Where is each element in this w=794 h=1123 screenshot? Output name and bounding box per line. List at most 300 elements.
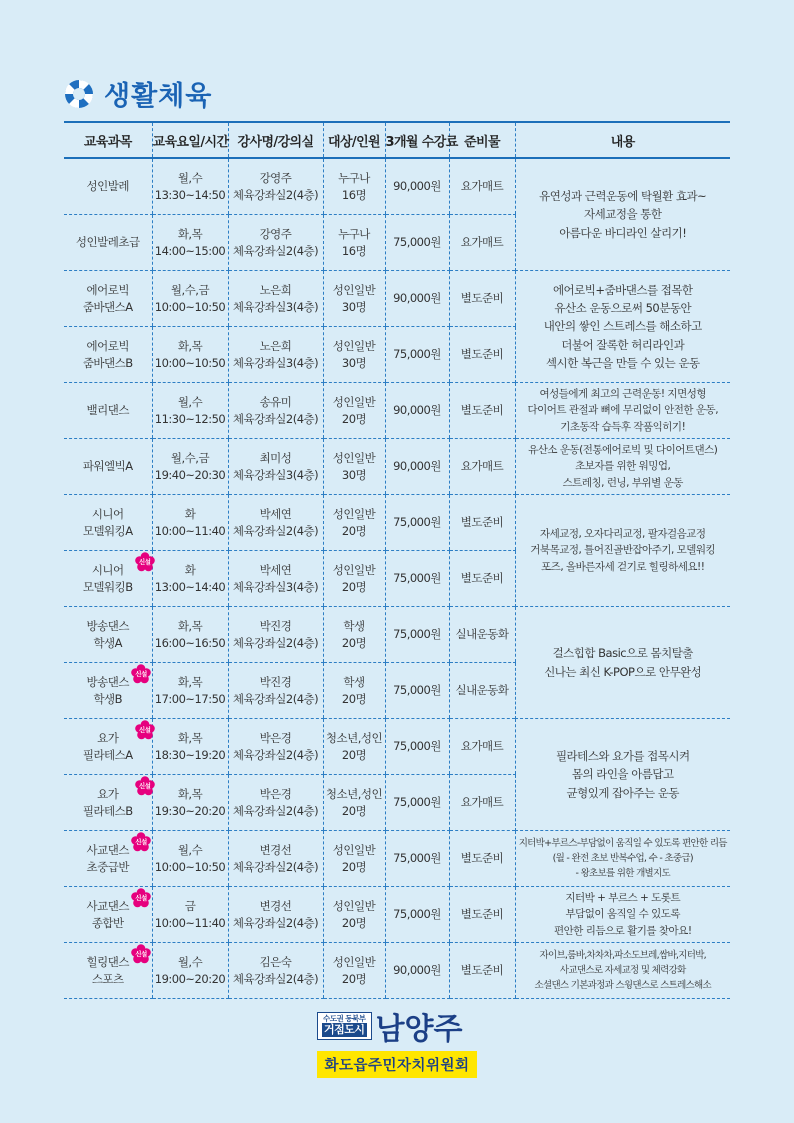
new-course-badge bbox=[135, 552, 155, 572]
target-cell-line: 누구나 bbox=[338, 170, 370, 185]
target-cell-line: 30명 bbox=[341, 299, 367, 314]
teacher-cell bbox=[228, 271, 323, 327]
course-name-line: 학생B bbox=[93, 691, 123, 706]
teacher-cell bbox=[228, 719, 323, 775]
time-cell-line: 17:00~17:50 bbox=[154, 691, 226, 706]
time-cell bbox=[152, 495, 228, 551]
fee-cell: 90,000원 bbox=[385, 383, 449, 439]
content-line: 유산소 운동으로써 50분동안 bbox=[554, 300, 692, 315]
course-name-line: 성인발레 bbox=[86, 179, 129, 194]
prep-cell: 요가매트 bbox=[449, 775, 515, 831]
target-cell bbox=[323, 439, 385, 495]
course-name-line: 시니어 bbox=[91, 562, 124, 577]
content-cell bbox=[515, 383, 730, 439]
content-line: 걸스힙합 Basic으로 몸치탈출 bbox=[552, 646, 693, 661]
content-line: 스트레칭, 런닝, 부위별 운동 bbox=[562, 476, 683, 489]
fee-cell: 90,000원 bbox=[385, 271, 449, 327]
time-cell-line: 화,목 bbox=[177, 730, 203, 745]
new-course-badge-label: 신설 bbox=[135, 669, 147, 678]
course-cell bbox=[64, 719, 152, 775]
section-header bbox=[62, 74, 212, 113]
teacher-cell-line: 체육강좌실3(4층) bbox=[232, 355, 319, 370]
teacher-cell bbox=[228, 327, 323, 383]
content-line: 균형있게 잡아주는 운동 bbox=[566, 785, 679, 800]
course-name bbox=[76, 234, 140, 251]
course-name-line: 시니어 bbox=[91, 506, 124, 521]
content-line: 필라테스와 요가를 접목시켜 bbox=[555, 748, 690, 763]
content-line: - 왕초보를 위한 개별지도 bbox=[575, 868, 670, 880]
course-name bbox=[87, 178, 129, 195]
teacher-cell-line: 체육강좌실3(4층) bbox=[232, 467, 319, 482]
table-body bbox=[64, 158, 730, 999]
course-name bbox=[86, 949, 147, 987]
teacher-cell bbox=[228, 831, 323, 887]
prep-cell: 별도준비 bbox=[449, 327, 515, 383]
content-line: 유연성과 근력운동에 탁월환 효과~ bbox=[539, 188, 707, 203]
new-course-badge-label: 신설 bbox=[138, 781, 151, 790]
time-cell-line: 화,목 bbox=[177, 618, 203, 633]
time-cell bbox=[152, 719, 228, 775]
teacher-cell-line: 체육강좌실2(4층) bbox=[232, 411, 319, 426]
course-name-line: 스포츠 bbox=[91, 971, 124, 986]
content-line: 자세교정, 오자다리교정, 팔자걸음교정 bbox=[539, 528, 706, 541]
course-name-line: 에어로빅 bbox=[86, 282, 129, 297]
course-cell bbox=[64, 551, 152, 607]
teacher-cell bbox=[228, 943, 323, 999]
footer-logo bbox=[317, 1004, 477, 1078]
course-name-line: 파워엘빅A bbox=[82, 459, 133, 474]
time-cell-line: 화,목 bbox=[177, 674, 203, 689]
teacher-cell bbox=[228, 439, 323, 495]
fee-cell: 75,000원 bbox=[385, 495, 449, 551]
time-cell-line: 18:30~19:20 bbox=[154, 747, 226, 762]
time-cell-line: 16:00~16:50 bbox=[154, 635, 226, 650]
course-name-line: 밸리댄스 bbox=[86, 403, 129, 418]
teacher-cell bbox=[228, 551, 323, 607]
target-cell-line: 20명 bbox=[341, 859, 367, 874]
course-cell bbox=[64, 158, 152, 215]
content-line: 기초동작 습득후 작품익히기! bbox=[560, 420, 686, 433]
swim-ring-icon bbox=[62, 77, 96, 111]
time-cell-line: 화 bbox=[184, 506, 196, 521]
target-cell bbox=[323, 215, 385, 271]
content-cell bbox=[515, 158, 730, 271]
content-line: 자세교정을 통한 bbox=[584, 207, 662, 222]
schedule-table bbox=[64, 121, 730, 999]
prep-cell: 요가매트 bbox=[449, 719, 515, 775]
target-cell-line: 학생 bbox=[343, 674, 365, 689]
course-name-line: 요가 bbox=[97, 786, 119, 801]
teacher-cell bbox=[228, 607, 323, 663]
table-row bbox=[64, 607, 730, 663]
table-row bbox=[64, 439, 730, 495]
time-cell bbox=[152, 383, 228, 439]
target-cell-line: 청소년,성인 bbox=[325, 730, 383, 745]
target-cell-line: 학생 bbox=[343, 618, 365, 633]
teacher-cell bbox=[228, 383, 323, 439]
col-header-time: 교육요일/시간 bbox=[152, 122, 228, 158]
target-cell-line: 16명 bbox=[341, 187, 367, 202]
course-cell bbox=[64, 887, 152, 943]
new-course-badge bbox=[131, 832, 151, 852]
course-name bbox=[86, 893, 147, 931]
time-cell-line: 화 bbox=[184, 562, 196, 577]
time-cell bbox=[152, 663, 228, 719]
course-name-line: 학생A bbox=[93, 635, 123, 650]
time-cell-line: 10:00~10:50 bbox=[154, 355, 226, 370]
content-line: 자이브,룸바,차차차,파소도브레,쌈바,지터박, bbox=[539, 949, 706, 961]
content-line: 신나는 최신 K-POP으로 안무완성 bbox=[544, 664, 702, 679]
teacher-cell bbox=[228, 495, 323, 551]
prep-cell: 별도준비 bbox=[449, 383, 515, 439]
teacher-cell-line: 박진경 bbox=[259, 618, 292, 633]
col-header-teacher: 강사명/강의실 bbox=[228, 122, 323, 158]
fee-cell: 75,000원 bbox=[385, 327, 449, 383]
target-cell-line: 20명 bbox=[341, 803, 367, 818]
prep-cell: 별도준비 bbox=[449, 831, 515, 887]
prep-cell: 실내운동화 bbox=[449, 663, 515, 719]
time-cell-line: 19:30~20:20 bbox=[154, 803, 226, 818]
course-name-line: 줌바댄스A bbox=[82, 299, 133, 314]
teacher-cell-line: 체육강좌실2(4층) bbox=[232, 523, 319, 538]
prep-cell: 별도준비 bbox=[449, 943, 515, 999]
target-cell-line: 누구나 bbox=[338, 226, 370, 241]
course-name bbox=[86, 669, 147, 707]
teacher-cell-line: 체육강좌실3(4층) bbox=[232, 579, 319, 594]
teacher-cell-line: 변경선 bbox=[259, 842, 292, 857]
course-name bbox=[83, 458, 133, 475]
course-name-line: 모델워킹A bbox=[82, 523, 133, 538]
time-cell bbox=[152, 158, 228, 215]
teacher-cell bbox=[228, 158, 323, 215]
content-line: 여성들에게 최고의 근력운동! 지면성형 bbox=[539, 388, 706, 401]
teacher-cell-line: 체육강좌실3(4층) bbox=[232, 299, 319, 314]
teacher-cell-line: 체육강좌실2(4층) bbox=[232, 859, 319, 874]
target-cell-line: 성인일반 bbox=[332, 394, 376, 409]
table-row bbox=[64, 271, 730, 327]
content-line: 지터박 + 부르스 + 도롯트 bbox=[565, 892, 681, 905]
target-cell-line: 성인일반 bbox=[332, 842, 376, 857]
table-row bbox=[64, 887, 730, 943]
logo-tagline: 수도권 동북부 bbox=[322, 1013, 366, 1023]
time-cell-line: 14:00~15:00 bbox=[154, 243, 226, 258]
content-line: 거북목교정, 틀어진골반잡아주기, 모델워킹 bbox=[530, 544, 716, 557]
content-line: 더불어 잘록한 허리라인과 bbox=[561, 337, 685, 352]
course-cell bbox=[64, 215, 152, 271]
teacher-cell-line: 체육강좌실2(4층) bbox=[232, 803, 319, 818]
course-cell bbox=[64, 943, 152, 999]
teacher-cell-line: 송유미 bbox=[259, 394, 292, 409]
target-cell-line: 20명 bbox=[341, 411, 367, 426]
course-name-line: 성인발레초급 bbox=[75, 235, 140, 250]
time-cell-line: 월,수 bbox=[177, 394, 203, 409]
content-line: (월 - 완전 초보 반복수업, 수 - 초중급) bbox=[552, 852, 693, 864]
course-cell bbox=[64, 831, 152, 887]
course-cell bbox=[64, 383, 152, 439]
content-line: 편안한 리듬으로 활기를 찾아요! bbox=[553, 924, 692, 937]
teacher-cell-line: 체육강좌실2(4층) bbox=[232, 915, 319, 930]
city-emblem bbox=[317, 1012, 372, 1041]
teacher-cell bbox=[228, 215, 323, 271]
target-cell bbox=[323, 495, 385, 551]
target-cell-line: 청소년,성인 bbox=[325, 786, 383, 801]
target-cell bbox=[323, 775, 385, 831]
time-cell bbox=[152, 887, 228, 943]
prep-cell: 별도준비 bbox=[449, 271, 515, 327]
course-name-line: 방송댄스 bbox=[86, 674, 129, 689]
new-course-badge-label: 신설 bbox=[138, 557, 151, 566]
time-cell bbox=[152, 831, 228, 887]
col-header-fee: 3개월 수강료 bbox=[385, 122, 449, 158]
teacher-cell bbox=[228, 663, 323, 719]
time-cell-line: 19:00~20:20 bbox=[154, 971, 226, 986]
target-cell-line: 성인일반 bbox=[332, 562, 376, 577]
content-line: 부담없이 움직일 수 있도록 bbox=[565, 908, 681, 921]
fee-cell: 75,000원 bbox=[385, 663, 449, 719]
teacher-cell-line: 강영주 bbox=[259, 170, 292, 185]
prep-cell: 별도준비 bbox=[449, 551, 515, 607]
time-cell bbox=[152, 327, 228, 383]
fee-cell: 75,000원 bbox=[385, 607, 449, 663]
teacher-cell-line: 박은경 bbox=[259, 730, 292, 745]
teacher-cell-line: 체육강좌실2(4층) bbox=[232, 187, 319, 202]
new-course-badge-label: 신설 bbox=[135, 893, 147, 902]
new-course-badge bbox=[131, 888, 151, 908]
target-cell bbox=[323, 383, 385, 439]
time-cell-line: 11:30~12:50 bbox=[154, 411, 226, 426]
course-cell bbox=[64, 439, 152, 495]
content-cell bbox=[515, 607, 730, 719]
time-cell bbox=[152, 439, 228, 495]
time-cell-line: 금 bbox=[184, 898, 196, 913]
course-name bbox=[83, 506, 133, 539]
table-row bbox=[64, 158, 730, 215]
time-cell bbox=[152, 775, 228, 831]
new-course-badge bbox=[131, 944, 151, 964]
course-cell bbox=[64, 775, 152, 831]
target-cell bbox=[323, 663, 385, 719]
logo-hub-label: 거점도시 bbox=[324, 1022, 365, 1036]
target-cell-line: 20명 bbox=[341, 915, 367, 930]
course-name-line: 요가 bbox=[97, 730, 119, 745]
teacher-cell-line: 강영주 bbox=[259, 226, 292, 241]
course-cell bbox=[64, 663, 152, 719]
table-header-row bbox=[64, 122, 730, 158]
time-cell-line: 10:00~10:50 bbox=[154, 859, 226, 874]
course-name bbox=[83, 338, 133, 371]
time-cell-line: 화,목 bbox=[177, 226, 203, 241]
teacher-cell-line: 노은희 bbox=[259, 282, 292, 297]
target-cell bbox=[323, 719, 385, 775]
new-course-badge bbox=[135, 720, 155, 740]
fee-cell: 75,000원 bbox=[385, 719, 449, 775]
teacher-cell-line: 체육강좌실2(4층) bbox=[232, 691, 319, 706]
content-cell bbox=[515, 831, 730, 887]
course-name-line: 사교댄스 bbox=[86, 842, 129, 857]
prep-cell: 요가매트 bbox=[449, 158, 515, 215]
fee-cell: 75,000원 bbox=[385, 775, 449, 831]
content-line: 유산소 운동(전통에어로빅 및 다이어트댄스) bbox=[528, 444, 718, 457]
prep-cell: 요가매트 bbox=[449, 439, 515, 495]
content-cell bbox=[515, 887, 730, 943]
course-name-line: 필라테스B bbox=[82, 803, 133, 818]
teacher-cell-line: 체육강좌실2(4층) bbox=[232, 747, 319, 762]
target-cell-line: 성인일반 bbox=[332, 506, 376, 521]
target-cell bbox=[323, 943, 385, 999]
content-line: 에어로빅+줌바댄스를 접목한 bbox=[552, 282, 693, 297]
target-cell bbox=[323, 158, 385, 215]
course-cell bbox=[64, 495, 152, 551]
time-cell-line: 화,목 bbox=[177, 786, 203, 801]
teacher-cell-line: 박세연 bbox=[259, 562, 292, 577]
time-cell bbox=[152, 271, 228, 327]
teacher-cell-line: 체육강좌실2(4층) bbox=[232, 635, 319, 650]
content-line: 다이어트 관절과 뼈에 무리없이 안전한 운동, bbox=[527, 404, 719, 417]
teacher-cell-line: 변경선 bbox=[259, 898, 292, 913]
teacher-cell-line: 박세연 bbox=[259, 506, 292, 521]
time-cell-line: 월,수 bbox=[177, 954, 203, 969]
course-name bbox=[82, 725, 151, 763]
teacher-cell bbox=[228, 887, 323, 943]
time-cell bbox=[152, 607, 228, 663]
content-cell bbox=[515, 439, 730, 495]
target-cell bbox=[323, 271, 385, 327]
time-cell bbox=[152, 943, 228, 999]
target-cell-line: 30명 bbox=[341, 467, 367, 482]
teacher-cell-line: 체육강좌실2(4층) bbox=[232, 243, 319, 258]
content-line: 지터박+부르스-부담없이 움직일 수 있도록 편안한 리듬 bbox=[518, 837, 727, 849]
course-name-line: 필라테스A bbox=[82, 747, 133, 762]
content-cell bbox=[515, 495, 730, 607]
course-cell bbox=[64, 607, 152, 663]
prep-cell: 실내운동화 bbox=[449, 607, 515, 663]
target-cell bbox=[323, 551, 385, 607]
content-cell bbox=[515, 943, 730, 999]
time-cell-line: 10:00~10:50 bbox=[154, 299, 226, 314]
course-cell bbox=[64, 327, 152, 383]
time-cell-line: 10:00~11:40 bbox=[154, 915, 226, 930]
city-name: 남양주 bbox=[375, 1012, 463, 1047]
target-cell-line: 성인일반 bbox=[332, 282, 376, 297]
target-cell-line: 20명 bbox=[341, 523, 367, 538]
prep-cell: 요가매트 bbox=[449, 215, 515, 271]
content-line: 초보자를 위한 워밍업, bbox=[575, 460, 671, 473]
time-cell-line: 13:30~14:50 bbox=[154, 187, 226, 202]
content-line: 몸의 라인을 아름답고 bbox=[571, 767, 674, 782]
course-name-line: 힐링댄스 bbox=[86, 954, 129, 969]
fee-cell: 75,000원 bbox=[385, 215, 449, 271]
target-cell-line: 20명 bbox=[341, 579, 367, 594]
fee-cell: 75,000원 bbox=[385, 551, 449, 607]
target-cell-line: 성인일반 bbox=[332, 954, 376, 969]
target-cell-line: 성인일반 bbox=[332, 338, 376, 353]
teacher-cell-line: 박은경 bbox=[259, 786, 292, 801]
table-row bbox=[64, 383, 730, 439]
target-cell-line: 16명 bbox=[341, 243, 367, 258]
course-name bbox=[83, 282, 133, 315]
time-cell-line: 화,목 bbox=[177, 338, 203, 353]
content-line: 소셜댄스 기본과정과 스윙댄스로 스트레스해소 bbox=[534, 980, 711, 992]
time-cell-line: 10:00~11:40 bbox=[154, 523, 226, 538]
course-name bbox=[86, 837, 147, 875]
teacher-cell-line: 박진경 bbox=[259, 674, 292, 689]
course-cell bbox=[64, 271, 152, 327]
fee-cell: 90,000원 bbox=[385, 943, 449, 999]
time-cell bbox=[152, 551, 228, 607]
course-name bbox=[87, 618, 129, 651]
course-name-line: 종합반 bbox=[91, 915, 124, 930]
new-course-badge bbox=[135, 776, 155, 796]
content-line: 아름다운 바디라인 살리기! bbox=[559, 225, 687, 240]
content-cell bbox=[515, 271, 730, 383]
course-name-line: 사교댄스 bbox=[86, 898, 129, 913]
new-course-badge-label: 신설 bbox=[138, 725, 151, 734]
col-header-course: 교육과목 bbox=[64, 122, 152, 158]
content-line: 내안의 쌓인 스트레스를 해소하고 bbox=[543, 319, 702, 334]
new-course-badge bbox=[131, 664, 151, 684]
course-name bbox=[82, 781, 151, 819]
course-name bbox=[87, 402, 129, 419]
time-cell-line: 월,수,금 bbox=[170, 282, 210, 297]
col-header-target: 대상/인원 bbox=[323, 122, 385, 158]
target-cell-line: 20명 bbox=[341, 691, 367, 706]
new-course-badge-label: 신설 bbox=[135, 837, 147, 846]
fee-cell: 90,000원 bbox=[385, 439, 449, 495]
content-line: 포즈, 올바른자세 걷기로 힐링하세요!! bbox=[541, 560, 705, 573]
course-name-line: 초중급반 bbox=[86, 859, 129, 874]
target-cell-line: 20명 bbox=[341, 747, 367, 762]
time-cell-line: 19:40~20:30 bbox=[154, 467, 226, 482]
content-cell bbox=[515, 719, 730, 831]
table-row bbox=[64, 719, 730, 775]
teacher-cell-line: 김은숙 bbox=[259, 954, 292, 969]
new-course-badge-label: 신설 bbox=[135, 949, 147, 958]
target-cell-line: 성인일반 bbox=[332, 898, 376, 913]
teacher-cell-line: 노은희 bbox=[259, 338, 292, 353]
course-name-line: 에어로빅 bbox=[86, 338, 129, 353]
course-name bbox=[82, 557, 151, 595]
teacher-cell-line: 체육강좌실2(4층) bbox=[232, 971, 319, 986]
teacher-cell bbox=[228, 775, 323, 831]
target-cell-line: 20명 bbox=[341, 971, 367, 986]
target-cell-line: 20명 bbox=[341, 635, 367, 650]
content-line: 사교댄스로 자세교정 및 체력강화 bbox=[559, 964, 686, 976]
content-line: 섹시한 복근을 만들 수 있는 운동 bbox=[545, 356, 700, 371]
time-cell bbox=[152, 215, 228, 271]
target-cell-line: 성인일반 bbox=[332, 450, 376, 465]
course-name-line: 모델워킹B bbox=[82, 579, 133, 594]
fee-cell: 75,000원 bbox=[385, 831, 449, 887]
course-name-line: 방송댄스 bbox=[86, 618, 129, 633]
table-row bbox=[64, 495, 730, 551]
fee-cell: 75,000원 bbox=[385, 887, 449, 943]
organization-name: 화도읍주민자치위원회 bbox=[317, 1051, 477, 1078]
col-header-prep: 준비물 bbox=[449, 122, 515, 158]
time-cell-line: 월,수 bbox=[177, 170, 203, 185]
page-title: 생활체육 bbox=[104, 81, 213, 112]
teacher-cell-line: 최미성 bbox=[259, 450, 292, 465]
table-row bbox=[64, 831, 730, 887]
table-row bbox=[64, 943, 730, 999]
fee-cell: 90,000원 bbox=[385, 158, 449, 215]
col-header-content: 내용 bbox=[515, 122, 730, 158]
prep-cell: 별도준비 bbox=[449, 495, 515, 551]
time-cell-line: 월,수,금 bbox=[170, 450, 210, 465]
time-cell-line: 월,수 bbox=[177, 842, 203, 857]
target-cell bbox=[323, 887, 385, 943]
prep-cell: 별도준비 bbox=[449, 887, 515, 943]
course-name-line: 줌바댄스B bbox=[82, 355, 133, 370]
